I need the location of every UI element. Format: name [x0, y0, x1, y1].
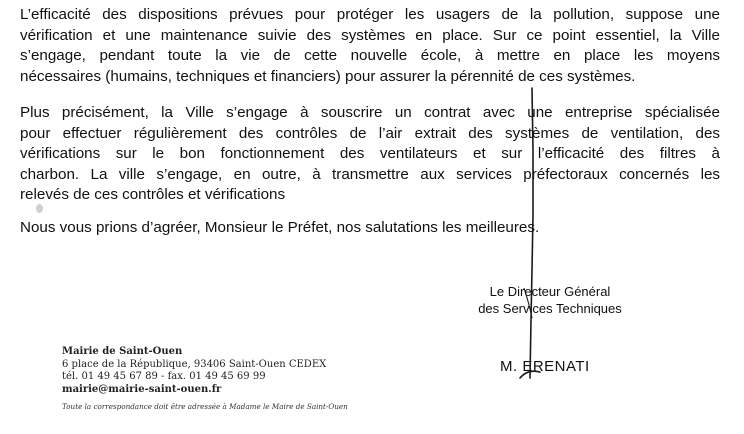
body-line: L’efficacité des dispositions prévues pour protéger les usagers de la pollution, suppose une [20, 6, 720, 23]
signatory-title-line: Le Directeur Général [489, 284, 611, 299]
body-line: Plus précisément, la Ville s’engage à souscrire un contrat avec une entreprise spécialisée [20, 104, 720, 121]
signatory-department-line: des Services Techniques [478, 301, 622, 316]
organization-name: Mairie de Saint-Ouen [62, 346, 183, 357]
body-line: s’engage, pendant toute la vie de cette nouvelle école, à mettre en place les moyens [20, 47, 720, 64]
address-line: 6 place de la République, 93406 Saint-Ouen CEDEX [62, 358, 327, 370]
scan-speck [36, 204, 43, 213]
body-line: vérification et une maintenance suivie des systèmes en place. Sur ce point essentiel, la Ville [20, 26, 720, 44]
paragraph-contract [20, 103, 720, 206]
paragraph-maintenance [20, 5, 720, 87]
body-line: relevés de ces contrôles et vérifications [20, 186, 286, 203]
paragraph-closing [20, 218, 720, 239]
signatory-name: M. ERENATI [500, 358, 590, 375]
signature-title [466, 283, 634, 317]
body-line: charbon. La ville s’engage, en outre, à transmettre aux services préfectoraux concernés les [20, 165, 720, 183]
body-line: nécessaires (humains, techniques et financiers) pour assurer la pérennité de ces systèmes. [20, 67, 636, 85]
closing-line: Nous vous prions d’agréer, Monsieur le Préfet, nos salutations les meilleures. [20, 219, 540, 236]
email-link[interactable]: mairie@mairie-saint-ouen.fr [62, 383, 222, 395]
letterhead-footer [62, 346, 348, 414]
body-line: pour effectuer régulièrement des contrôles de l’air extrait des systèmes de ventilation, des [20, 124, 720, 142]
phone-fax-line: tél. 01 49 45 67 89 - fax. 01 49 45 69 99 [62, 371, 266, 382]
body-line: vérifications sur le bon fonctionnement des ventilateurs et sur l’efficacité des filtres à [20, 145, 720, 162]
correspondence-note: Toute la correspondance doit être adressée à Madame le Maire de Saint-Ouen [62, 402, 348, 411]
